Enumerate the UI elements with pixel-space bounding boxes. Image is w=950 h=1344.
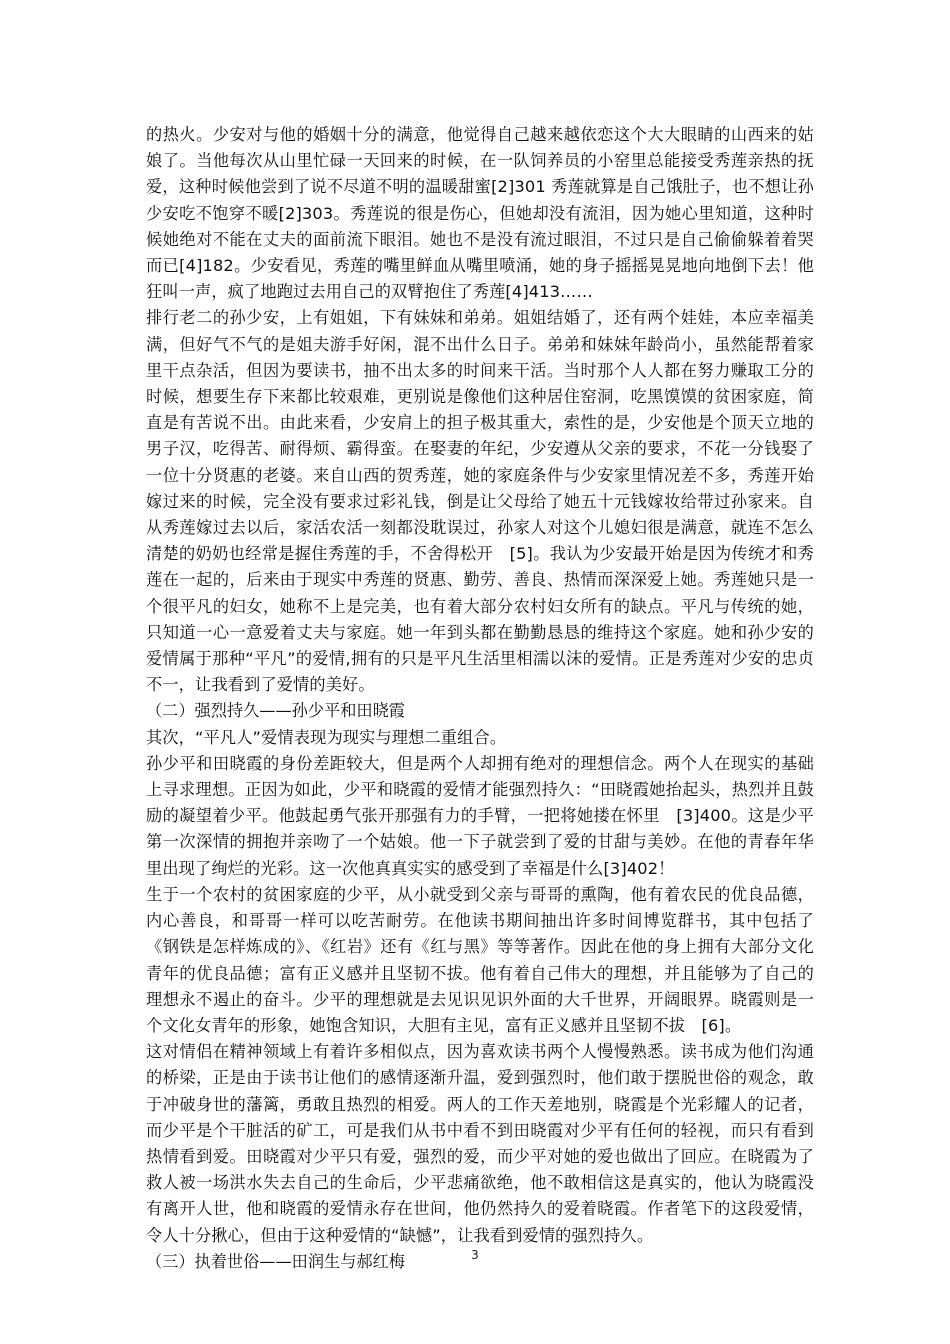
page-number: 3 bbox=[471, 1248, 479, 1262]
section-heading-runsheng-hongmei: （三）执着世俗——田润生与郝红梅 bbox=[146, 1251, 405, 1271]
paragraph-couple-reading: 这对情侣在精神领域上有着许多相似点，因为喜欢读书两个人慢慢熟悉。读书成为他们沟通的桥梁，正是由于读书让他们的感情逐渐升温，爱到强烈时，他们敢于摆脱世俗的观念，敢于冲破身世的藩篱，勇敢且热烈的相爱。两人的工作天差地别，晓霞是个光彩耀人的记者，而少平是个干脏活的矿工，可是我们从书中看不到田晓霞对少平有任何的轻视，而只有看到热情看到爱。田晓霞对少平只有爱，强烈的爱，而少平对她的爱也做出了回应。在晓霞为了救人被一场洪水失去自己的生命后，少平悲痛欲绝，他不敢相信这是真实的，他认为晓霞没有离开人世，他和晓霞的爱情永存在世间，他仍然持久的爱着晓霞。作者笔下的这段爱情，令人十分揪心，但由于这种爱情的“缺憾”，让我看到爱情的强烈持久。 bbox=[146, 1042, 814, 1245]
paragraph-shaoping-xiaoxia-identity: 孙少平和田晓霞的身份差距较大，但是两个人却拥有绝对的理想信念。两个人在现实的基础上寻求理想。正因为如此，少平和晓霞的爱情才能强烈持久：“田晓霞她抬起头，热烈并且鼓励的凝望着少平。他鼓起勇气张开那强有力的手臂，一把将她搂在怀里 [3]400。这是少平第一次深情的拥抱并亲吻了一个姑娘。他一下子就尝到了爱的甘甜与美妙。在他的青春年华里出现了绚烂的光彩。这一次他真真实实的感受到了幸福是什么[3]402！ bbox=[146, 753, 814, 878]
paragraph-shaoping-background: 生于一个农村的贫困家庭的少平，从小就受到父亲与哥哥的熏陶，他有着农民的优良品德，内心善良，和哥哥一样可以吃苦耐劳。在他读书期间抽出许多时间博览群书，其中包括了《钢铁是怎样炼成的》、《红岩》还有《红与黑》等等著作。因此在他的身上拥有大部分文化青年的优良品德；富有正义感并且坚韧不拔。他有着自己伟大的理想，并且能够为了自己的理想永不遏止的奋斗。少平的理想就是去见识见识外面的大千世界，开阔眼界。晓霞则是一个文化女青年的形象，她饱含知识，大胆有主见，富有正义感并且坚韧不拔 [6]。 bbox=[146, 884, 814, 1035]
section-heading-shaoping-xiaoxia: （二）强烈持久——孙少平和田晓霞 bbox=[146, 701, 405, 721]
paragraph-reality-ideal: 其次，“平凡人”爱情表现为现实与理想二重组合。 bbox=[146, 727, 507, 747]
document-body bbox=[146, 122, 814, 1275]
paragraph-xiulian-love: 的热火。少安对与他的婚姻十分的满意，他觉得自己越来越依恋这个大大眼睛的山西来的姑娘了。当他每次从山里忙碌一天回来的时候，在一队饲养员的小窑里总能接受秀莲亲热的抚爱，这种时候他尝到了说不尽道不明的温暖甜蜜[2]301 秀莲就算是自己饿肚子，也不想让孙少安吃不饱穿不暖[2]303。秀莲说的很是伤心，但她却没有流泪，因为她心里知道，这种时候她绝对不能在丈夫的面前流下眼泪。她也不是没有流过眼泪，不过只是自己偷偷躲着着哭而已[4]182。少安看见，秀莲的嘴里鲜血从嘴里喷涌，她的身子摇摇晃晃地向地倒下去！他狂叫一声，疯了地跑过去用自己的双臂抱住了秀莲[4]413…… bbox=[146, 125, 814, 302]
paragraph-sun-shaoan-family: 排行老二的孙少安，上有姐姐，下有妹妹和弟弟。姐姐结婚了，还有两个娃娃，本应幸福美满，但好气不气的是姐夫游手好闲，混不出什么日子。弟弟和妹妹年龄尚小，虽然能帮着家里干点杂活，但因为要读书，抽不出太多的时间来干活。当时那个人人都在努力赚取工分的时候，想要生存下来都比较艰难，更别说是像他们这种居住窑洞，吃黑馍馍的贫困家庭，简直是有苦说不出。由此来看，少安肩上的担子极其重大，索性的是，少安他是个顶天立地的男子汉，吃得苦、耐得烦、霸得蛮。在娶妻的年纪，少安遵从父亲的要求，不花一分钱娶了一位十分贤惠的老婆。来自山西的贺秀莲，她的家庭条件与少安家里情况差不多，秀莲开始嫁过来的时候，完全没有要求过彩礼钱，倒是让父母给了她五十元钱嫁妆给带过孙家来。自从秀莲嫁过去以后，家活农活一刻都没耽误过，孙家人对这个儿媳妇很是满意，就连不怎么清楚的奶奶也经常是握住秀莲的手，不舍得松开 [5]。我认为少安最开始是因为传统才和秀莲在一起的，后来由于现实中秀莲的贤惠、勤劳、善良、热情而深深爱上她。秀莲她只是一个很平凡的妇女，她称不上是完美，也有着大部分农村妇女所有的缺点。平凡与传统的她，只知道一心一意爱着丈夫与家庭。她一年到头都在勤勤恳恳的维持这个家庭。她和孙少安的爱情属于那种“平凡”的爱情,拥有的只是平凡生活里相濡以沫的爱情。正是秀莲对少安的忠贞不一，让我看到了爱情的美好。 bbox=[146, 308, 814, 695]
